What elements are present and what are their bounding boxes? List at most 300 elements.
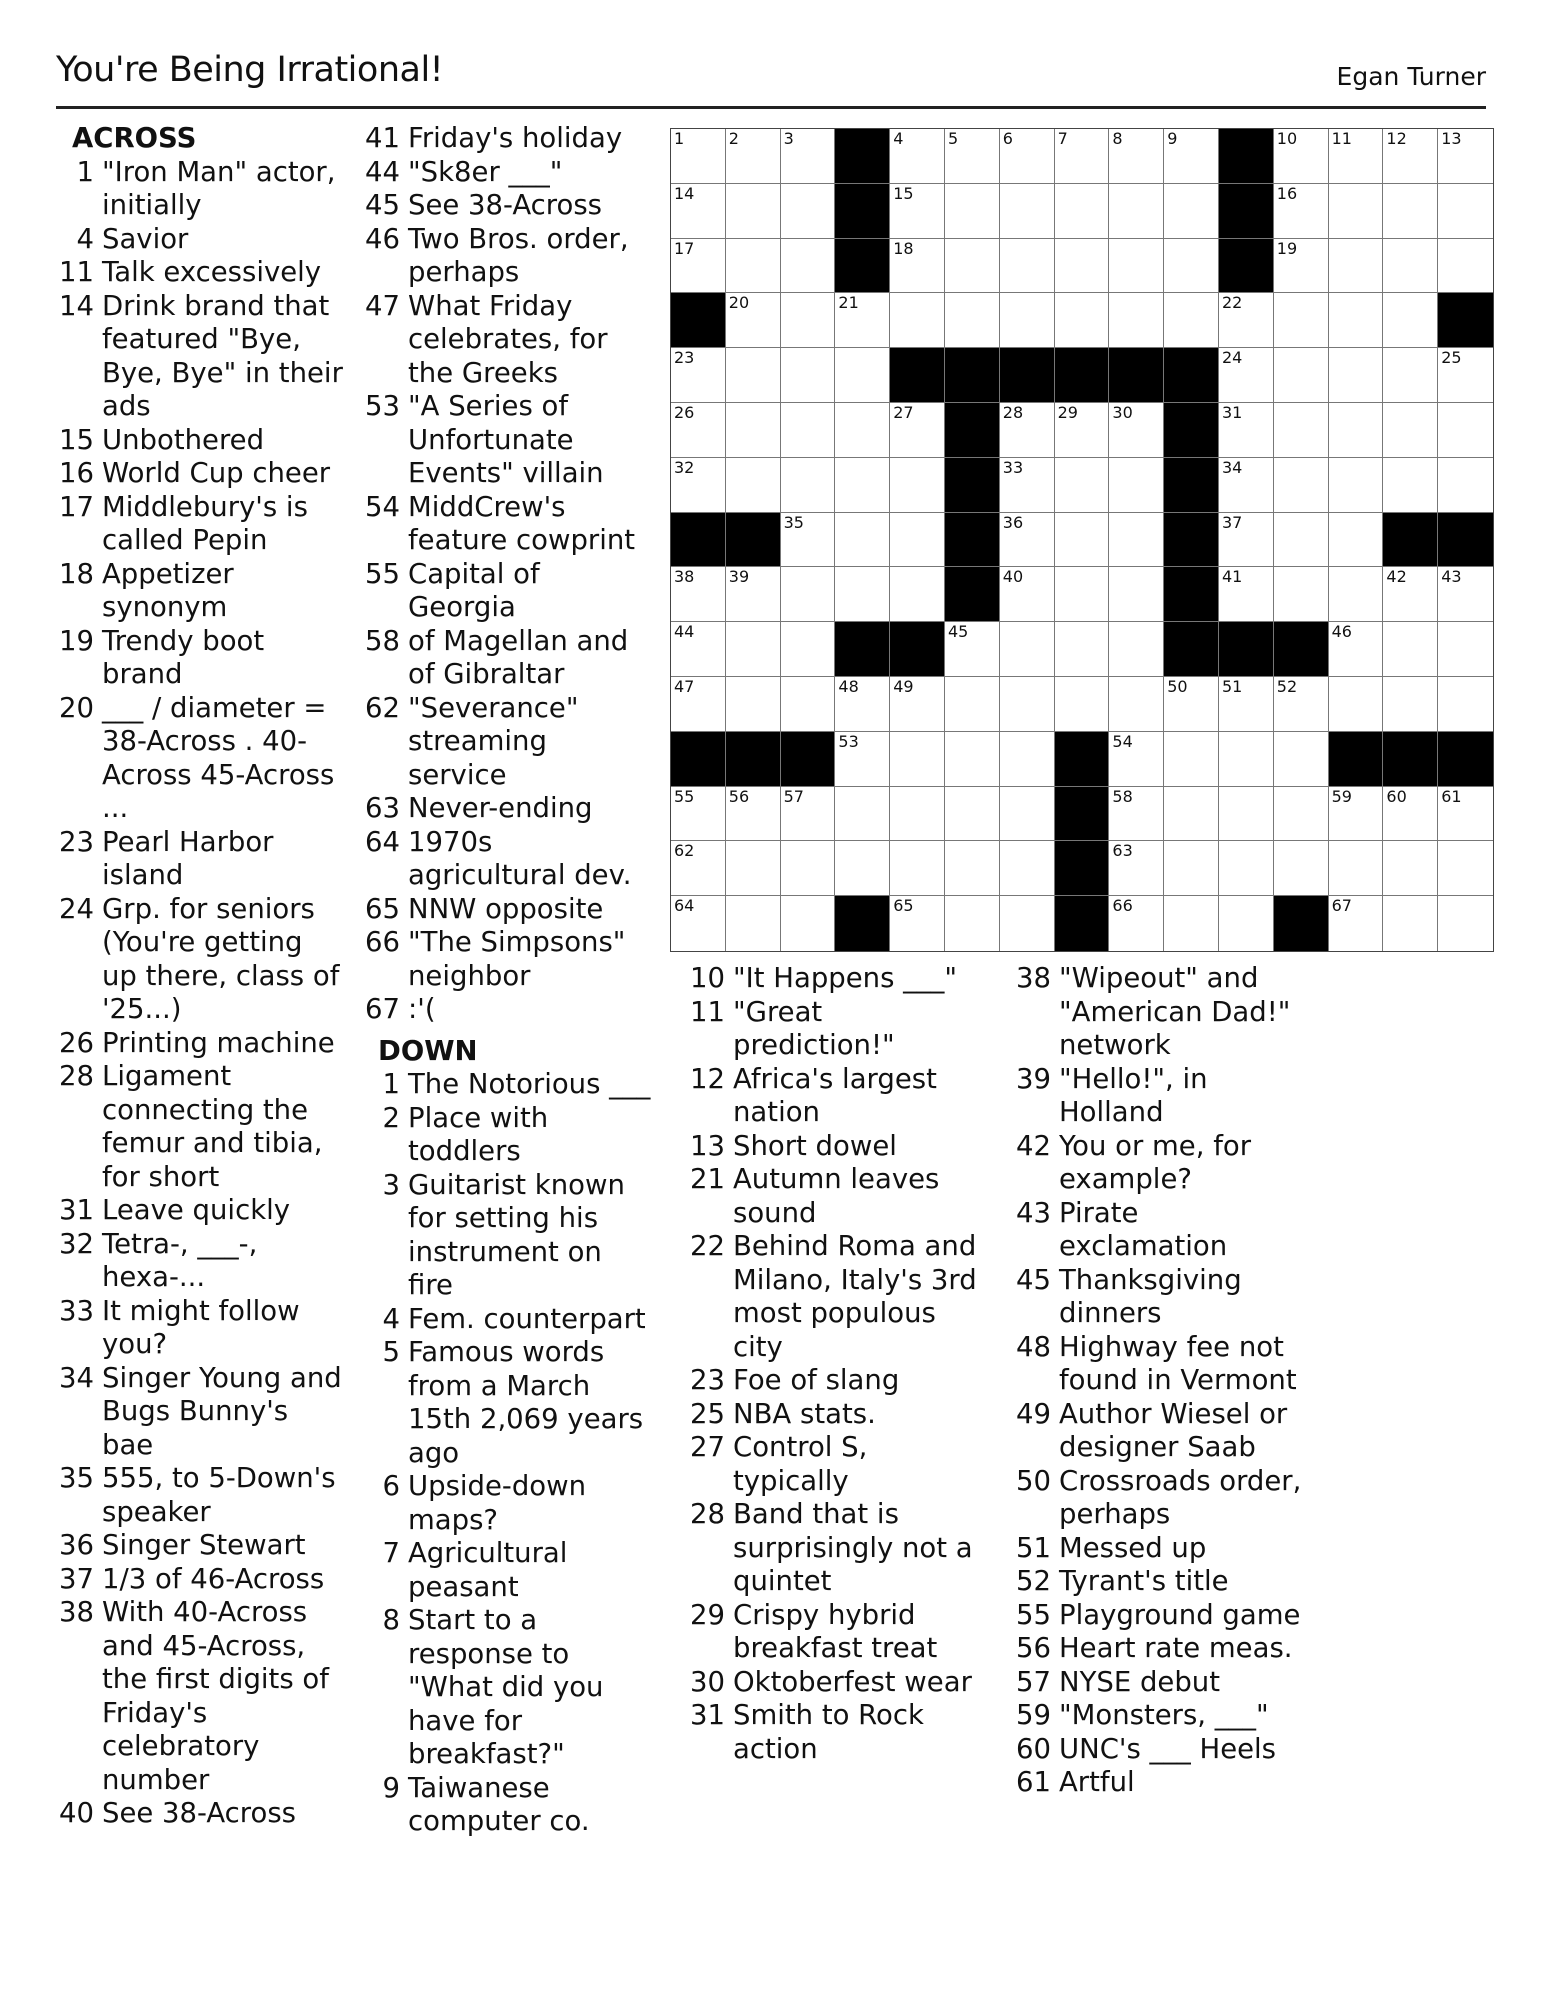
grid-cell [1109,677,1164,732]
grid-cell [890,129,945,184]
grid-cell [835,403,890,458]
grid-cell [1219,293,1274,348]
grid-cell [1055,677,1110,732]
puzzle-author: Egan Turner [1336,62,1486,91]
grid-cell [1329,841,1384,896]
cell-number: 28 [1002,402,1024,422]
cell-number: 8 [1112,129,1123,148]
clue-number: 2 [382,1101,400,1134]
cell-number: 30 [1112,402,1133,422]
grid-cell [1274,567,1329,622]
grid-cell [1329,677,1384,732]
grid-cell [945,841,1000,896]
grid-cell [890,293,945,348]
grid-block [726,732,781,787]
clue-text: :'( [408,993,436,1025]
grid-cell [1219,348,1274,403]
down-clue-7 [362,1537,652,1604]
clue-number: 40 [59,1797,94,1829]
grid-cell [835,841,890,896]
cell-number: 62 [674,841,695,861]
grid-cell [671,403,726,458]
clue-text: Capital of Georgia [408,557,540,623]
clue-number: 25 [690,1397,725,1430]
clue-text: Africa's largest nation [733,1062,937,1128]
across-clue-1 [56,156,346,223]
cell-number: 17 [674,238,695,258]
down-clue-30 [687,1666,987,1700]
grid-cell [1164,293,1219,348]
down-clue-61 [1013,1766,1313,1800]
grid-cell [1109,239,1164,294]
grid-cell [781,567,836,622]
grid-block [1219,129,1274,184]
grid-block [835,129,890,184]
grid-cell [1329,403,1384,458]
down-clue-6 [362,1470,652,1537]
clue-text: It might follow you? [102,1294,300,1360]
cell-number: 4 [893,129,904,148]
grid-cell [1219,403,1274,458]
down-clue-9 [362,1772,652,1839]
across-clue-67 [362,993,652,1027]
clue-text: "Monsters, ___" [1059,1699,1269,1731]
cell-number: 43 [1441,567,1462,587]
grid-cell [671,239,726,294]
grid-block [1274,896,1329,951]
clue-number: 1 [76,155,94,188]
clue-text: Thanksgiving dinners [1059,1263,1242,1329]
grid-cell [835,513,890,568]
grid-cell [671,129,726,184]
grid-cell [1000,239,1055,294]
clue-text: Foe of slang [733,1364,900,1396]
grid-cell [781,184,836,239]
grid-block [1109,348,1164,403]
grid-cell [781,458,836,513]
clue-number: 16 [59,457,94,489]
clue-text: "Great prediction!" [733,995,895,1061]
grid-cell [945,184,1000,239]
clue-number: 15 [59,423,94,456]
clue-number: 27 [690,1431,725,1463]
clue-text: Crispy hybrid breakfast treat [733,1598,938,1664]
clue-number: 17 [59,490,94,523]
cell-number: 52 [1276,676,1298,696]
grid-cell [1055,458,1110,513]
grid-cell [835,787,890,842]
clue-number: 20 [59,691,94,724]
clue-number: 28 [690,1498,725,1530]
grid-cell [671,458,726,513]
grid-cell [1274,403,1329,458]
cell-number: 63 [1112,841,1133,861]
clue-text: of Magellan and of Gibraltar [408,624,629,690]
clue-number: 42 [1016,1129,1051,1162]
cell-number: 50 [1167,676,1188,696]
clue-text: Fem. counterpart [408,1302,646,1335]
grid-cell [726,348,781,403]
clue-number: 10 [690,962,725,994]
clue-text: Heart rate meas. [1059,1632,1293,1664]
cell-number: 33 [1002,457,1024,477]
cell-number: 57 [783,786,804,806]
clue-text: Singer Young and Bugs Bunny's bae [102,1361,342,1461]
grid-cell [781,293,836,348]
grid-block [1164,567,1219,622]
clue-text: "A Series of Unfortunate Events" villain [408,390,604,489]
across-clue-18 [56,558,346,625]
grid-cell [1219,896,1274,951]
clue-text: Unbothered [102,423,265,456]
cell-number: 19 [1276,238,1298,258]
clue-number: 61 [1016,1766,1051,1798]
cell-number: 26 [674,402,695,422]
grid-block [1438,732,1493,787]
grid-cell [781,403,836,458]
cell-number: 3 [783,129,794,148]
grid-cell [726,622,781,677]
grid-block [835,239,890,294]
grid-cell [1274,732,1329,787]
grid-block [1164,403,1219,458]
grid-cell [890,732,945,787]
cell-number: 20 [728,293,750,313]
across-clue-23 [56,826,346,893]
clue-column-4 [1013,962,1313,1800]
grid-cell [1055,622,1110,677]
cell-number: 53 [838,731,859,751]
clue-number: 5 [382,1336,400,1368]
clue-text: Pirate exclamation [1059,1196,1228,1262]
grid-cell [1329,896,1384,951]
grid-cell [1274,184,1329,239]
down-clue-29 [687,1599,987,1666]
grid-cell [890,896,945,951]
grid-cell [1000,293,1055,348]
grid-cell [890,677,945,732]
grid-cell [726,896,781,951]
cell-number: 41 [1221,567,1243,587]
cell-number: 58 [1112,786,1133,806]
clue-number: 53 [365,390,400,422]
cell-number: 67 [1331,896,1352,916]
grid-cell [781,677,836,732]
cell-number: 51 [1221,676,1243,696]
grid-block [1055,896,1110,951]
clue-number: 30 [690,1665,725,1698]
grid-block [1219,239,1274,294]
clue-number: 18 [59,557,94,590]
down-clue-23 [687,1364,987,1398]
grid-cell [726,567,781,622]
cell-number: 32 [674,457,695,477]
across-clue-38 [56,1596,346,1797]
grid-cell [1329,513,1384,568]
clue-number: 38 [1016,962,1051,994]
clue-number: 41 [365,122,400,154]
clue-number: 4 [382,1302,400,1335]
clue-text: UNC's ___ Heels [1059,1732,1277,1765]
grid-block [1055,787,1110,842]
grid-block [945,403,1000,458]
clue-text: Friday's holiday [408,122,623,154]
cell-number: 5 [947,129,959,148]
clue-text: NBA stats. [733,1397,876,1430]
cell-number: 34 [1221,457,1243,477]
cell-number: 42 [1386,567,1407,587]
grid-block [945,458,1000,513]
grid-cell [1274,513,1329,568]
grid-cell [835,677,890,732]
clue-text: Upside-down maps? [408,1470,587,1536]
grid-cell [671,348,726,403]
cell-number: 46 [1331,622,1352,642]
across-clue-40 [56,1797,346,1831]
down-clue-42 [1013,1130,1313,1197]
grid-cell [671,567,726,622]
grid-cell [671,896,726,951]
down-clue-3 [362,1169,652,1303]
grid-cell [1383,841,1438,896]
grid-block [1164,513,1219,568]
down-clue-45 [1013,1264,1313,1331]
grid-block [781,732,836,787]
grid-cell [1219,513,1274,568]
down-clue-11 [687,996,987,1063]
across-clue-64 [362,826,652,893]
down-clue-22 [687,1230,987,1364]
across-clue-37 [56,1563,346,1597]
grid-cell [1000,841,1055,896]
grid-cell [726,293,781,348]
clue-text: Author Wiesel or designer Saab [1059,1397,1288,1463]
clue-text: Tetra-, ___-, hexa-... [102,1227,258,1293]
grid-cell [1000,129,1055,184]
grid-cell [726,403,781,458]
clue-number: 56 [1016,1632,1051,1664]
grid-cell [1383,677,1438,732]
clue-number: 11 [690,995,725,1028]
clue-number: 32 [59,1227,94,1260]
grid-cell [1438,896,1493,951]
grid-cell [1055,403,1110,458]
clue-text: "The Simpsons" neighbor [408,926,626,992]
across-clue-4 [56,223,346,257]
grid-cell [1055,513,1110,568]
clue-text: Appetizer synonym [102,557,234,623]
cell-number: 13 [1441,129,1462,148]
clue-text: Oktoberfest wear [733,1665,972,1698]
grid-cell [1383,567,1438,622]
clue-text: Trendy boot brand [102,624,265,690]
grid-cell [1329,129,1384,184]
clue-text: Leave quickly [102,1194,291,1226]
cell-number: 65 [893,896,914,916]
grid-cell [1109,129,1164,184]
clue-text: See 38-Across [408,189,602,221]
grid-block [671,732,726,787]
grid-block [890,348,945,403]
grid-cell [1383,239,1438,294]
clue-number: 67 [365,993,400,1025]
grid-cell [1109,896,1164,951]
cell-number: 64 [674,896,695,916]
grid-cell [726,677,781,732]
cell-number: 27 [893,402,914,422]
grid-block [835,622,890,677]
grid-cell [1329,293,1384,348]
grid-cell [781,129,836,184]
down-clue-38 [1013,962,1313,1063]
clue-number: 45 [365,189,400,221]
clue-text: MiddCrew's feature cowprint [408,490,636,556]
across-clue-31 [56,1194,346,1228]
clue-number: 54 [365,490,400,523]
grid-cell [671,622,726,677]
across-clue-14 [56,290,346,424]
across-clue-24 [56,893,346,1027]
grid-block [945,513,1000,568]
grid-cell [890,787,945,842]
clue-number: 26 [59,1026,94,1059]
clue-text: Behind Roma and Milano, Italy's 3rd most populous city [733,1230,977,1363]
down-clue-31 [687,1699,987,1766]
grid-cell [1164,184,1219,239]
across-clue-62 [362,692,652,793]
grid-cell [1109,622,1164,677]
page-header [56,48,1486,109]
cell-number: 2 [728,129,739,148]
across-clue-15 [56,424,346,458]
clue-column-3 [687,962,987,1766]
grid-block [1219,184,1274,239]
grid-block [890,622,945,677]
across-clue-33 [56,1295,346,1362]
clue-number: 34 [59,1361,94,1394]
grid-cell [1055,293,1110,348]
grid-cell [1109,458,1164,513]
grid-cell [1383,129,1438,184]
down-clue-55 [1013,1599,1313,1633]
clue-number: 31 [690,1699,725,1731]
grid-cell [890,403,945,458]
clue-text: Crossroads order, perhaps [1059,1464,1302,1530]
clue-number: 64 [365,825,400,858]
grid-cell [1438,567,1493,622]
cell-number: 40 [1002,567,1024,587]
down-clue-39 [1013,1063,1313,1130]
crossword-grid [670,128,1494,952]
grid-cell [1329,787,1384,842]
grid-cell [1383,184,1438,239]
grid-cell [1164,129,1219,184]
grid-cell [1438,403,1493,458]
clue-number: 6 [382,1470,400,1502]
grid-cell [945,622,1000,677]
clue-text: Highway fee not found in Vermont [1059,1330,1297,1396]
clue-column-1 [56,122,346,1831]
clue-number: 37 [59,1562,94,1595]
clue-number: 23 [690,1364,725,1396]
clue-number: 24 [59,892,94,925]
cell-number: 35 [783,512,804,532]
clue-text: You or me, for example? [1059,1129,1252,1195]
grid-cell [890,513,945,568]
grid-cell [1274,348,1329,403]
clue-text: The Notorious ___ [408,1068,651,1100]
across-heading: ACROSS [72,122,197,154]
cell-number: 23 [674,348,695,368]
grid-cell [726,458,781,513]
puzzle-title: You're Being Irrational! [56,50,444,90]
grid-cell [1000,622,1055,677]
grid-cell [1274,239,1329,294]
grid-cell [1438,458,1493,513]
clue-number: 22 [690,1230,725,1262]
grid-cell [890,841,945,896]
across-clue-46 [362,223,652,290]
across-clue-11 [56,256,346,290]
clue-text: NNW opposite [408,892,604,925]
cell-number: 25 [1441,348,1462,368]
grid-cell [1329,622,1384,677]
grid-cell [1438,129,1493,184]
grid-cell [890,567,945,622]
grid-cell [781,841,836,896]
grid-cell [1164,787,1219,842]
grid-cell [726,184,781,239]
clue-number: 4 [76,222,94,255]
clue-number: 29 [690,1598,725,1631]
clue-number: 51 [1016,1531,1051,1564]
clue-text: Famous words from a March 15th 2,069 years ago [408,1336,644,1469]
clue-number: 3 [382,1168,400,1201]
clue-number: 31 [59,1194,94,1226]
clue-number: 23 [59,825,94,858]
cell-number: 22 [1221,293,1243,313]
clue-number: 46 [365,222,400,255]
clue-number: 21 [690,1163,725,1195]
clue-text: Agricultural peasant [408,1537,568,1603]
clue-number: 33 [59,1294,94,1327]
grid-cell [1329,184,1384,239]
grid-cell [1109,732,1164,787]
clue-number: 35 [59,1462,94,1494]
across-clue-35 [56,1462,346,1529]
grid-cell [1164,239,1219,294]
across-clue-58 [362,625,652,692]
grid-block [1055,841,1110,896]
grid-cell [1219,567,1274,622]
grid-cell [1109,293,1164,348]
clue-text: Short dowel [733,1129,897,1162]
clue-number: 58 [365,624,400,657]
across-clue-28 [56,1060,346,1194]
cell-number: 38 [674,567,695,587]
down-clue-50 [1013,1465,1313,1532]
cell-number: 55 [674,786,695,806]
clue-number: 47 [365,289,400,322]
clue-text: Messed up [1059,1531,1207,1564]
cell-number: 1 [674,129,685,148]
clue-number: 60 [1016,1732,1051,1765]
grid-block [1383,513,1438,568]
clue-number: 62 [365,691,400,724]
across-clue-36 [56,1529,346,1563]
grid-cell [1000,896,1055,951]
clue-text: "Wipeout" and "American Dad!" network [1059,962,1291,1061]
